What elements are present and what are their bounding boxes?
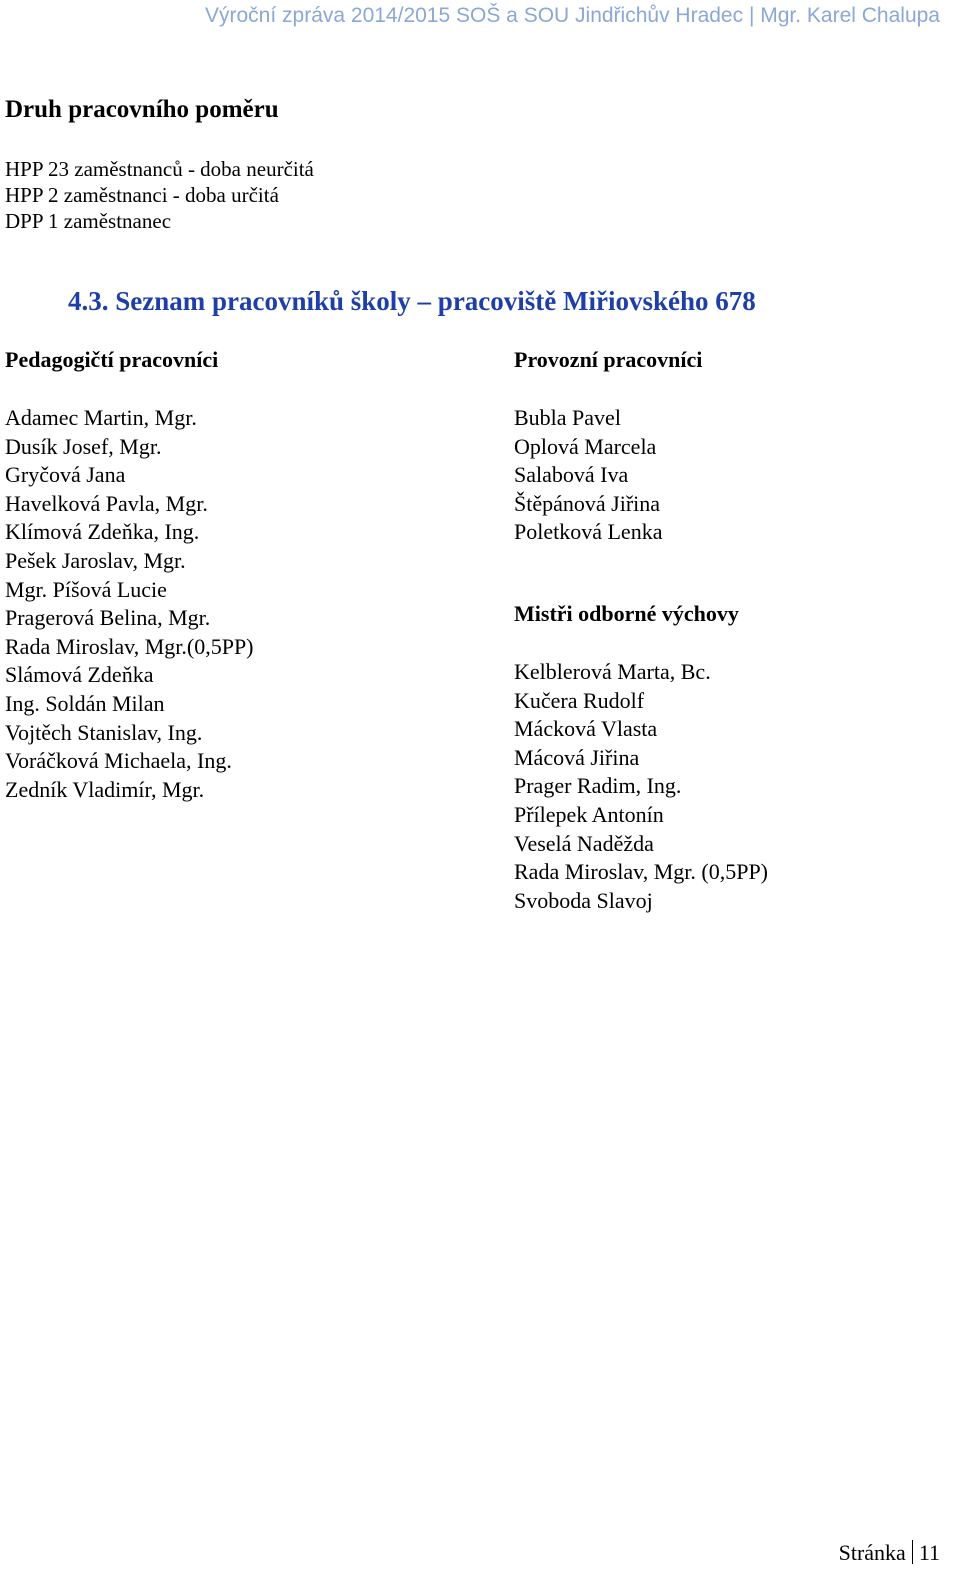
- employment-heading: Druh pracovního poměru: [5, 96, 279, 123]
- employment-line: HPP 23 zaměstnanců - doba neurčitá: [5, 157, 314, 181]
- list-item: Dusík Josef, Mgr.: [5, 433, 162, 459]
- footer-divider: [912, 1540, 913, 1564]
- list-item: Slámová Zdeňka: [5, 662, 154, 688]
- list-item: Salabová Iva: [514, 462, 629, 488]
- list-item: Gryčová Jana: [5, 462, 126, 488]
- list-item: Vojtěch Stanislav, Ing.: [5, 719, 203, 745]
- list-item: Pragerová Belina, Mgr.: [5, 605, 211, 631]
- list-item: Mgr. Píšová Lucie: [5, 576, 167, 602]
- employment-line: HPP 2 zaměstnanci - doba určitá: [5, 183, 279, 207]
- pedagogical-heading: Pedagogičtí pracovníci: [5, 347, 219, 372]
- page-number: 11: [918, 1540, 940, 1565]
- list-item: Kelblerová Marta, Bc.: [514, 659, 711, 684]
- list-item: Ing. Soldán Milan: [5, 690, 165, 716]
- list-item: Bubla Pavel: [514, 405, 621, 430]
- running-header: Výroční zpráva 2014/2015 SOŠ a SOU Jindřichův Hradec | Mgr. Karel Chalupa: [205, 4, 940, 27]
- page-footer: [839, 1540, 940, 1566]
- masters-heading: Mistři odborné výchovy: [514, 601, 739, 626]
- list-item: Štěpánová Jiřina: [514, 490, 661, 516]
- list-item: Přílepek Antonín: [514, 801, 664, 827]
- operational-list: [514, 404, 662, 547]
- list-item: Poletková Lenka: [514, 519, 663, 545]
- list-item: Havelková Pavla, Mgr.: [5, 490, 208, 516]
- list-item: Svoboda Slavoj: [514, 887, 653, 913]
- list-item: Mácková Vlasta: [514, 716, 658, 742]
- list-item: Rada Miroslav, Mgr.(0,5PP): [5, 633, 254, 659]
- list-item: Kučera Rudolf: [514, 687, 645, 713]
- masters-list: [514, 658, 768, 915]
- section-title: 4.3. Seznam pracovníků školy – pracoviště Miřiovského 678: [68, 286, 756, 316]
- list-item: Prager Radim, Ing.: [514, 773, 682, 799]
- list-item: Oplová Marcela: [514, 433, 657, 459]
- employment-line: DPP 1 zaměstnanec: [5, 209, 172, 233]
- operational-heading: Provozní pracovníci: [514, 347, 703, 372]
- list-item: Rada Miroslav, Mgr. (0,5PP): [514, 859, 769, 885]
- list-item: Mácová Jiřina: [514, 744, 640, 770]
- page-label: Stránka: [838, 1540, 906, 1565]
- list-item: Pešek Jaroslav, Mgr.: [5, 547, 186, 573]
- pedagogical-list: [5, 404, 254, 804]
- list-item: Adamec Martin, Mgr.: [5, 405, 197, 430]
- list-item: Veselá Naděžda: [514, 830, 654, 856]
- list-item: Voráčková Michaela, Ing.: [5, 748, 232, 774]
- list-item: Zedník Vladimír, Mgr.: [5, 776, 205, 802]
- list-item: Klímová Zdeňka, Ing.: [5, 519, 200, 545]
- employment-list: [5, 156, 314, 234]
